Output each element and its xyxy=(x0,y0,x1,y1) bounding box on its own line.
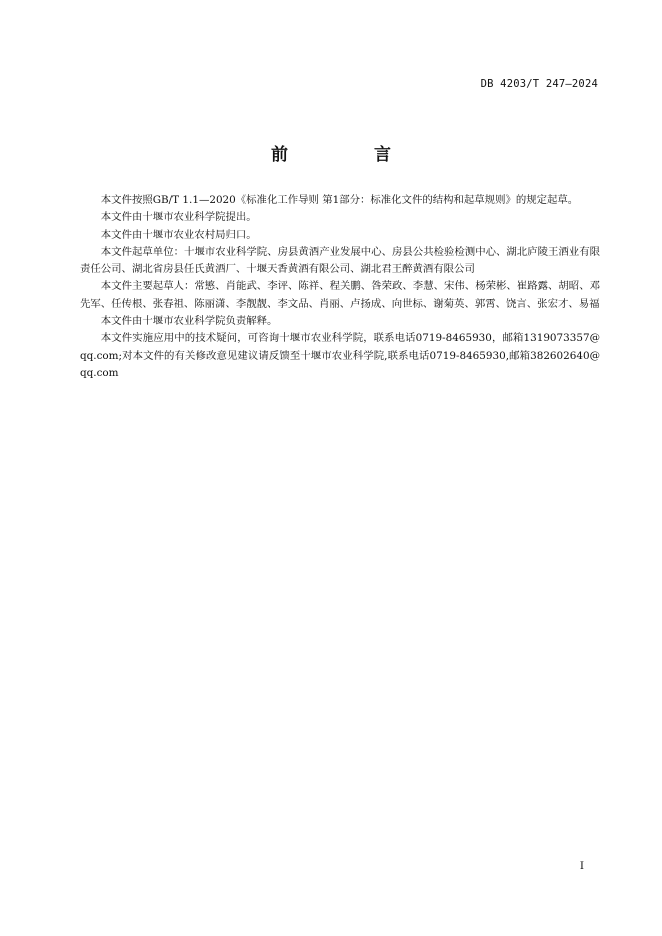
paragraph-main-drafters: 本文件主要起草人：常慜、肖能武、李评、陈祥、程关鹏、咎荣政、李慧、宋伟、杨荣彬、崔路露、胡昭、邓先军、任传根、张春祖、陈丽潇、李靓靓、李文品、肖丽、卢扬成、向世标、谢菊英、郭霄、饶言、张宏才、易福 xyxy=(80,280,600,310)
paragraph-drafting-basis: 本文件按照GB/T 1.1—2020《标准化工作导则 第1部分：标准化文件的结构和起草规则》的规定起草。 xyxy=(100,194,579,206)
paragraph-contact: 本文件实施应用中的技术疑问，可咨询十堰市农业科学院，联系电话0719-8465930，邮箱1319073357@qq.com;对本文件的有关修改意见建议请反馈至十堰市农业科学院,联系电话0719-8465930,邮箱382602640@qq.com xyxy=(80,332,600,379)
paragraph-proposer: 本文件由十堰市农业科学院提出。 xyxy=(100,211,257,224)
page-title: 前 言 xyxy=(271,145,431,165)
page-number: I xyxy=(579,860,584,872)
paragraph-drafting-units: 本文件起草单位：十堰市农业科学院、房县黄酒产业发展中心、房县公共检验检测中心、湖北庐陵王酒业有限责任公司、湖北省房县任氏黄酒厂、十堰天香黄酒有限公司、湖北君王醉黄酒有限公司 xyxy=(80,245,600,276)
foreword-body xyxy=(80,192,600,382)
document-code: DB 4203/T 247—2024 xyxy=(480,78,598,90)
paragraph-interpretation: 本文件由十堰市农业科学院负责解释。 xyxy=(100,315,278,328)
paragraph-centralized-by: 本文件由十堰市农业农村局归口。 xyxy=(100,228,257,241)
